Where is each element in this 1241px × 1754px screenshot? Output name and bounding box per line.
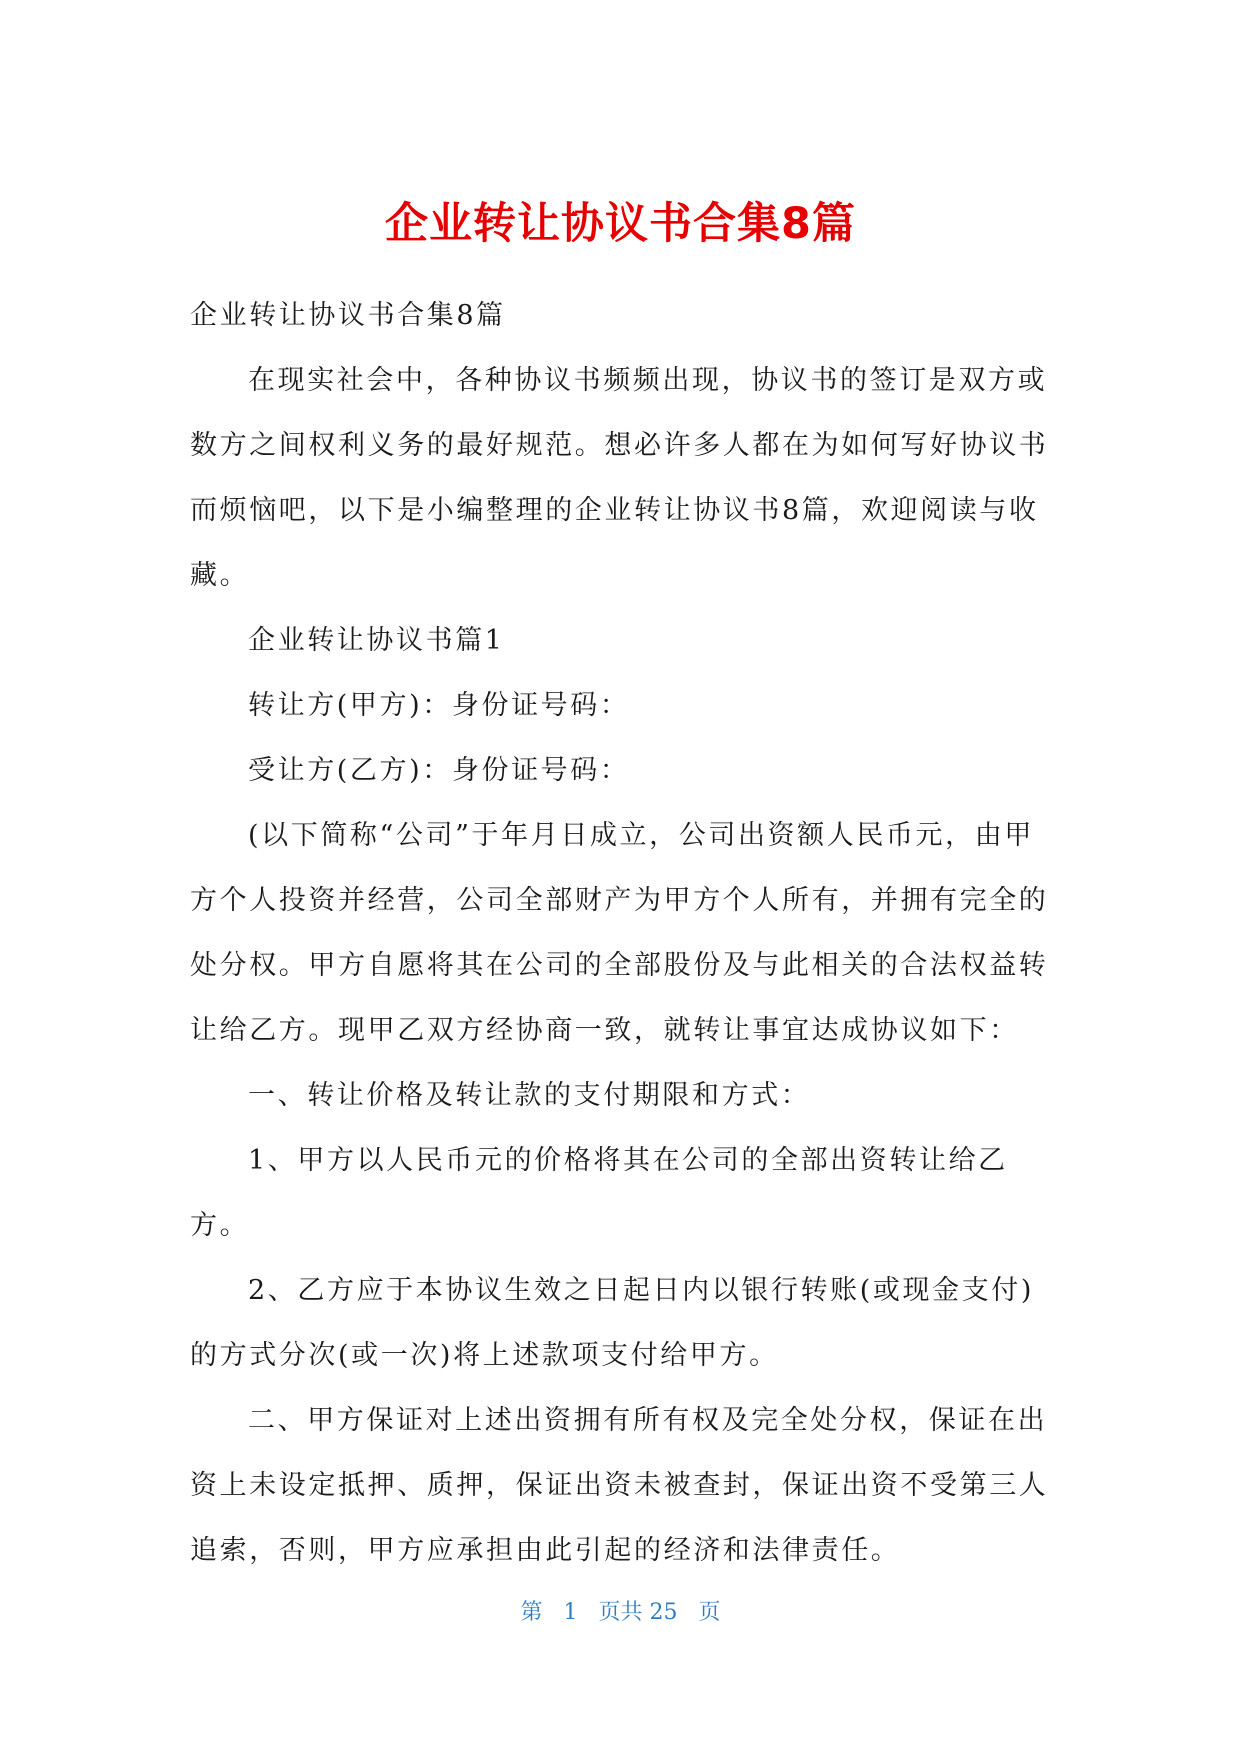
page-footer <box>0 1598 1241 1628</box>
paragraph-clause-1: 一、转让价格及转让款的支付期限和方式： <box>248 1080 811 1111</box>
paragraph-clause-1-2: 2、乙方应于本协议生效之日起日内以银行转账(或现金支付)的方式分次(或一次)将上述款项支付给甲方。 <box>190 1275 1035 1371</box>
paragraph-transferor: 转让方(甲方)：身份证号码： <box>248 690 630 721</box>
footer-current-page: 1 <box>563 1600 578 1625</box>
paragraph-transferee: 受让方(乙方)：身份证号码： <box>248 755 630 786</box>
paragraph-clause-2: 二、甲方保证对上述出资拥有所有权及完全处分权，保证在出资上未设定抵押、质押，保证出资未被查封，保证出资不受第三人追索，否则，甲方应承担由此引起的经济和法律责任。 <box>190 1405 1049 1566</box>
footer-prefix: 第 <box>520 1600 543 1625</box>
paragraph-subtitle: 企业转让协议书合集8篇 <box>190 300 506 331</box>
paragraph-preamble: (以下简称“公司”于年月日成立，公司出资额人民币元，由甲方个人投资并经营，公司全部财产为甲方个人所有，并拥有完全的处分权。甲方自愿将其在公司的全部股份及与此相关的合法权益转让给乙方。现甲乙双方经协商一致，就转让事宜达成协议如下： <box>190 820 1049 1046</box>
footer-total-pages: 25 <box>649 1600 678 1625</box>
paragraph-section-heading: 企业转让协议书篇1 <box>248 625 505 656</box>
footer-middle: 页共 <box>598 1600 643 1625</box>
paragraph-intro: 在现实社会中，各种协议书频频出现，协议书的签订是双方或数方之间权利义务的最好规范。想必许多人都在为如何写好协议书而烦恼吧，以下是小编整理的企业转让协议书8篇，欢迎阅读与收藏。 <box>190 365 1049 591</box>
document-title: 企业转让协议书合集8篇 <box>385 199 856 249</box>
paragraph-clause-1-1: 1、甲方以人民币元的价格将其在公司的全部出资转让给乙方。 <box>190 1145 1008 1241</box>
document-body <box>190 283 1052 1583</box>
footer-suffix: 页 <box>698 1600 721 1625</box>
